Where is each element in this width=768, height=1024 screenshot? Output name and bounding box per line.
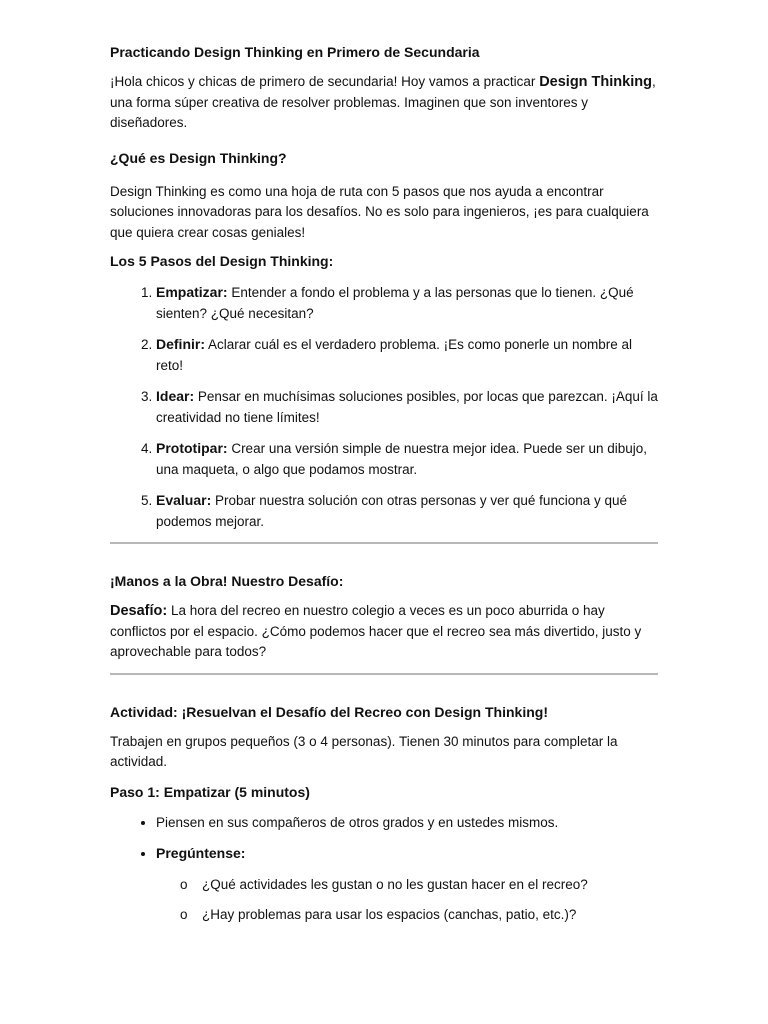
intro-text-end: , una forma súper creativa de resolver problemas. Imaginen que son inventores y diseñadores. bbox=[110, 74, 656, 130]
what-heading: ¿Qué es Design Thinking? bbox=[110, 149, 287, 166]
intro-paragraph bbox=[110, 72, 658, 134]
challenge-label: Desafío: bbox=[110, 603, 168, 619]
step-description: Pensar en muchísimas soluciones posibles, por locas que parezcan. ¡Aquí la creatividad no tiene límites! bbox=[156, 389, 658, 425]
step-term: Idear: bbox=[156, 388, 195, 404]
step-description: Aclarar cuál es el verdadero problema. ¡Es como ponerle un nombre al reto! bbox=[156, 337, 632, 373]
list-item bbox=[156, 843, 658, 926]
activity-paragraph: Trabajen en grupos pequeños (3 o 4 personas). Tienen 30 minutos para completar la actividad. bbox=[110, 733, 618, 769]
challenge-paragraph bbox=[110, 601, 658, 663]
what-paragraph: Design Thinking es como una hoja de ruta con 5 pasos que nos ayuda a encontrar soluciones innovadoras para los desafíos. No es solo para ingenieros, ¡es para cualquiera que quiera crear cosas geniales! bbox=[110, 183, 649, 240]
step-description: Probar nuestra solución con otras personas y ver qué funciona y qué podemos mejorar. bbox=[156, 493, 627, 529]
sub-list-item bbox=[180, 875, 658, 896]
step1-heading: Paso 1: Empatizar (5 minutos) bbox=[110, 783, 310, 800]
step-term: Prototipar: bbox=[156, 440, 228, 456]
step-term: Empatizar: bbox=[156, 284, 228, 300]
step-item-evaluar bbox=[156, 490, 658, 532]
step-item-prototipar bbox=[156, 438, 658, 480]
sub-bullet-marker: o bbox=[180, 876, 188, 892]
sub-bullet-text: ¿Qué actividades les gustan o no les gustan hacer en el recreo? bbox=[202, 876, 588, 892]
step-item-idear bbox=[156, 386, 658, 428]
step-item-definir bbox=[156, 334, 658, 376]
list-item bbox=[156, 813, 658, 834]
intro-text-start: ¡Hola chicos y chicas de primero de secundaria! Hoy vamos a practicar bbox=[110, 74, 540, 89]
bullet-text-bold: Pregúntense: bbox=[156, 845, 246, 861]
challenge-text: La hora del recreo en nuestro colegio a veces es un poco aburrida o hay conflictos por el espacio. ¿Cómo podemos hacer que el recreo sea más divertido, justo y aprovechable para todos? bbox=[110, 603, 642, 659]
step-description: Crear una versión simple de nuestra mejor idea. Puede ser un dibujo, una maqueta, o algo que podamos mostrar. bbox=[156, 441, 648, 477]
activity-heading: Actividad: ¡Resuelvan el Desafío del Recreo con Design Thinking! bbox=[110, 703, 548, 720]
bullet-text: Piensen en sus compañeros de otros grados y en ustedes mismos. bbox=[156, 814, 559, 830]
step-description: Entender a fondo el problema y a las personas que lo tienen. ¿Qué sienten? ¿Qué necesitan? bbox=[156, 285, 634, 321]
steps-list bbox=[110, 282, 658, 532]
section-divider bbox=[110, 673, 658, 675]
sub-bullet-text: ¿Hay problemas para usar los espacios (canchas, patio, etc.)? bbox=[202, 907, 577, 922]
challenge-heading: ¡Manos a la Obra! Nuestro Desafío: bbox=[110, 573, 344, 589]
document-title: Practicando Design Thinking en Primero de Secundaria bbox=[110, 44, 480, 60]
step-term: Evaluar: bbox=[156, 492, 212, 508]
section-divider bbox=[110, 542, 658, 544]
sub-list-item bbox=[180, 905, 658, 926]
step-term: Definir: bbox=[156, 336, 205, 352]
sub-bullet-marker: o bbox=[180, 907, 188, 922]
document-body bbox=[110, 42, 658, 936]
intro-bold-term: Design Thinking bbox=[539, 74, 652, 90]
step-item-empatizar bbox=[156, 282, 658, 324]
step1-bullet-list bbox=[110, 813, 658, 926]
steps-heading: Los 5 Pasos del Design Thinking: bbox=[110, 253, 334, 269]
sub-bullet-list bbox=[156, 875, 658, 926]
